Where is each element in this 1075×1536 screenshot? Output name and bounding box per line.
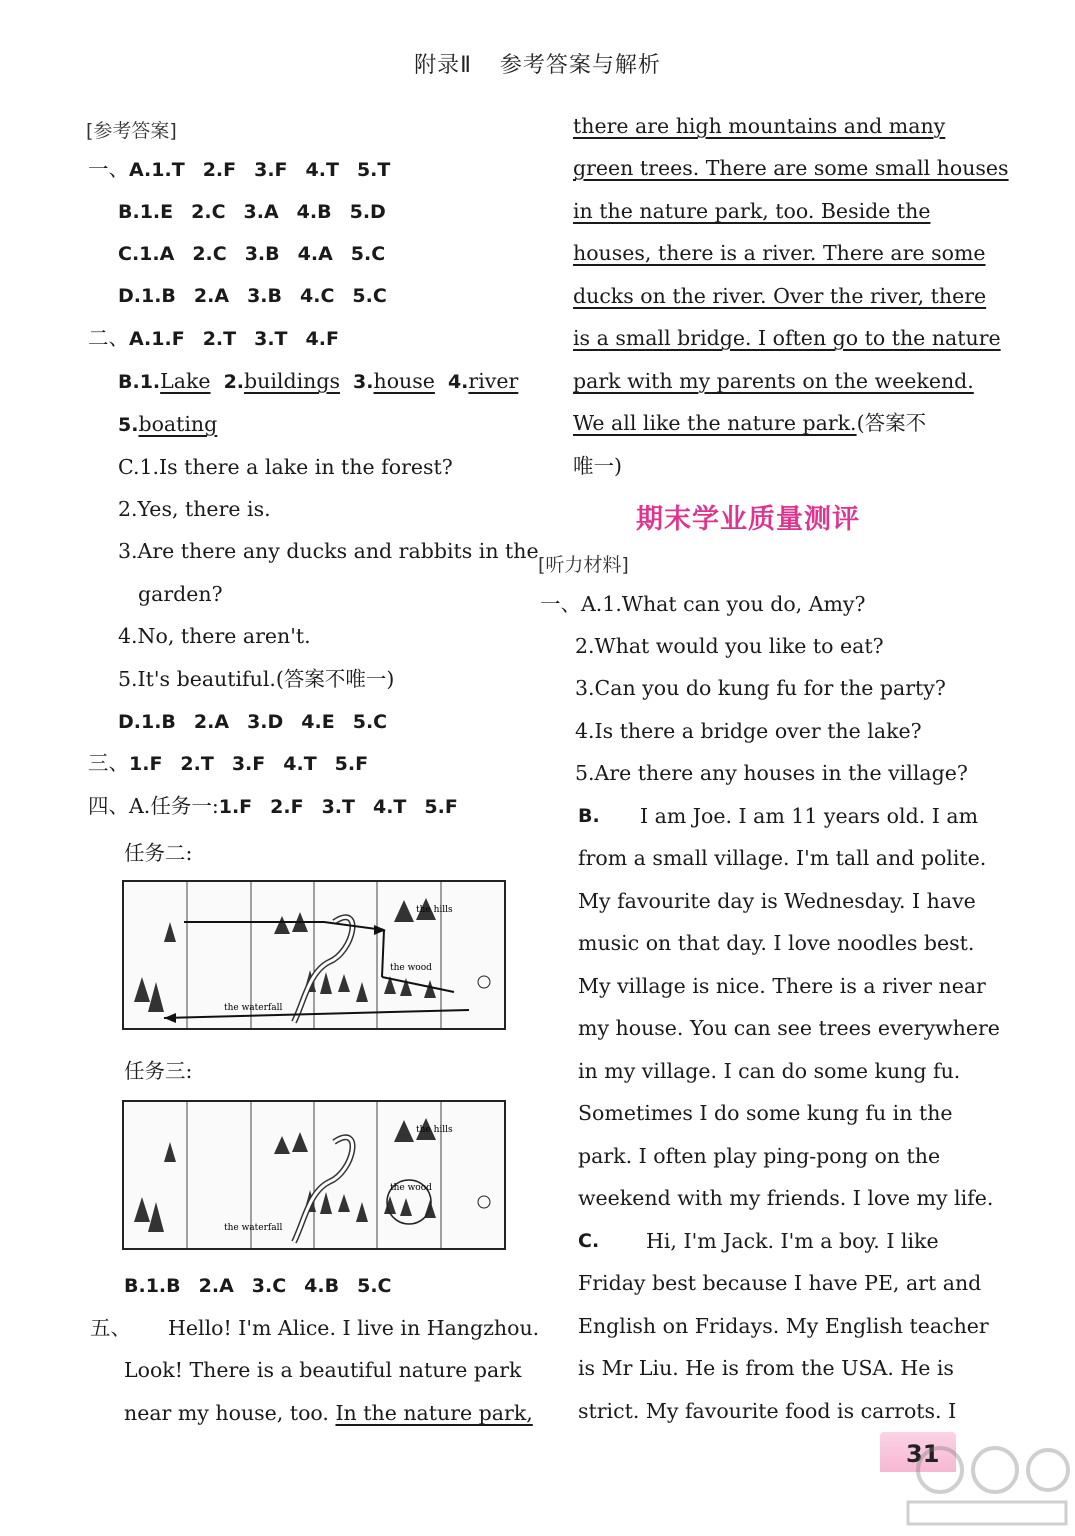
passage-b-line-1: I am Joe. I am 11 years old. I am — [640, 804, 979, 828]
map2-label-waterfall: the waterfall — [224, 1223, 283, 1233]
s2-row-b: B.1.Lake 2.buildings 3.house 4.river — [118, 369, 519, 393]
map-drawing-1 — [124, 882, 504, 1028]
s4-task1: 四、A.任务一:1.F 2.F 3.T 4.T 5.F — [88, 794, 458, 818]
s2-c3: 3.Are there any ducks and rabbits in the — [118, 539, 539, 563]
essay-line-8: We all like the nature park.(答案不 — [573, 411, 927, 435]
map-drawing-2 — [124, 1102, 504, 1248]
passage-b-line-8: Sometimes I do some kung fu in the — [578, 1101, 953, 1125]
passage-c-line-3: English on Fridays. My English teacher — [578, 1314, 989, 1338]
s2-c1: C.1.Is there a lake in the forest? — [118, 455, 453, 479]
listening-a5: 5.Are there any houses in the village? — [575, 761, 968, 785]
header-title: 参考答案与解析 — [499, 53, 661, 78]
essay-line-5: ducks on the river. Over the river, there — [573, 284, 987, 308]
treasure-map-route — [122, 880, 506, 1030]
listening-a4: 4.Is there a bridge over the lake? — [575, 719, 922, 743]
s1-row-c: C.1.A 2.C 3.B 4.A 5.C — [118, 243, 386, 265]
map-label-waterfall: the waterfall — [224, 1003, 283, 1013]
answer-label: [参考答案] — [86, 120, 177, 142]
s4-b-row: B.1.B 2.A 3.C 4.B 5.C — [124, 1275, 392, 1297]
task3-label: 任务三: — [124, 1059, 193, 1083]
s2-c2: 2.Yes, there is. — [118, 497, 271, 521]
s2-row-d: D.1.B 2.A 3.D 4.E 5.C — [118, 711, 388, 733]
passage-c-label: C. — [578, 1230, 600, 1252]
passage-b-label: B. — [578, 805, 600, 827]
s5-line3: near my house, too. In the nature park, — [124, 1401, 533, 1425]
listening-a1: 一、A.1.What can you do, Amy? — [540, 592, 866, 616]
final-exam-title: 期末学业质量测评 — [636, 504, 860, 535]
treasure-map-blank — [122, 1100, 506, 1250]
passage-b-line-7: in my village. I can do some kung fu. — [578, 1059, 961, 1083]
watermark-logo — [900, 1440, 1070, 1530]
passage-c-line-5: strict. My favourite food is carrots. I — [578, 1399, 957, 1423]
essay-note-cont: 唯一) — [573, 454, 622, 478]
s1-row-a: 一、A.1.T 2.F 3.F 4.T 5.T — [88, 157, 391, 181]
s2-c5: 5.It's beautiful.(答案不唯一) — [118, 667, 395, 691]
passage-c-line-4: is Mr Liu. He is from the USA. He is — [578, 1356, 954, 1380]
map2-label-hills: the hills — [416, 1125, 453, 1135]
map-label-hills: the hills — [416, 905, 453, 915]
passage-b-line-3: My favourite day is Wednesday. I have — [578, 889, 976, 913]
listening-a2: 2.What would you like to eat? — [575, 634, 884, 658]
s2-row-b5: 5.boating — [118, 412, 218, 436]
map-label-wood: the wood — [390, 963, 432, 973]
essay-line-1: there are high mountains and many — [573, 114, 946, 138]
map2-label-wood: the wood — [390, 1183, 432, 1193]
s2-c3-cont: garden? — [138, 582, 223, 606]
passage-b-line-2: from a small village. I'm tall and polite. — [578, 846, 987, 870]
passage-c-line-2: Friday best because I have PE, art and — [578, 1271, 982, 1295]
s2-row-a: 二、A.1.F 2.T 3.T 4.F — [88, 326, 339, 350]
s5-line1: Hello! I'm Alice. I live in Hangzhou. — [168, 1316, 540, 1340]
listening-label: [听力材料] — [538, 554, 629, 576]
passage-c-line-1: Hi, I'm Jack. I'm a boy. I like — [646, 1229, 939, 1253]
appendix-label: 附录Ⅱ — [414, 53, 472, 78]
listening-a3: 3.Can you do kung fu for the party? — [575, 676, 946, 700]
s2-c4: 4.No, there aren't. — [118, 624, 311, 648]
passage-b-line-4: music on that day. I love noodles best. — [578, 931, 975, 955]
page-number: 31 — [906, 1440, 940, 1468]
s3-row: 三、1.F 2.T 3.F 4.T 5.F — [88, 751, 369, 775]
essay-line-3: in the nature park, too. Beside the — [573, 199, 931, 223]
essay-line-2: green trees. There are some small houses — [573, 156, 1009, 180]
essay-line-7: park with my parents on the weekend. — [573, 369, 974, 393]
essay-line-6: is a small bridge. I often go to the nature — [573, 326, 1001, 350]
passage-b-line-10: weekend with my friends. I love my life. — [578, 1186, 994, 1210]
task2-label: 任务二: — [124, 841, 193, 865]
s5-line2: Look! There is a beautiful nature park — [124, 1358, 522, 1382]
passage-b-line-5: My village is nice. There is a river near — [578, 974, 986, 998]
page-header — [0, 48, 1075, 79]
s1-row-d: D.1.B 2.A 3.B 4.C 5.C — [118, 285, 387, 307]
passage-b-line-6: my house. You can see trees everywhere — [578, 1016, 1000, 1040]
s5-num: 五、 — [90, 1316, 131, 1340]
s1-row-b: B.1.E 2.C 3.A 4.B 5.D — [118, 201, 386, 223]
essay-line-4: houses, there is a river. There are some — [573, 241, 986, 265]
passage-b-line-9: park. I often play ping-pong on the — [578, 1144, 941, 1168]
